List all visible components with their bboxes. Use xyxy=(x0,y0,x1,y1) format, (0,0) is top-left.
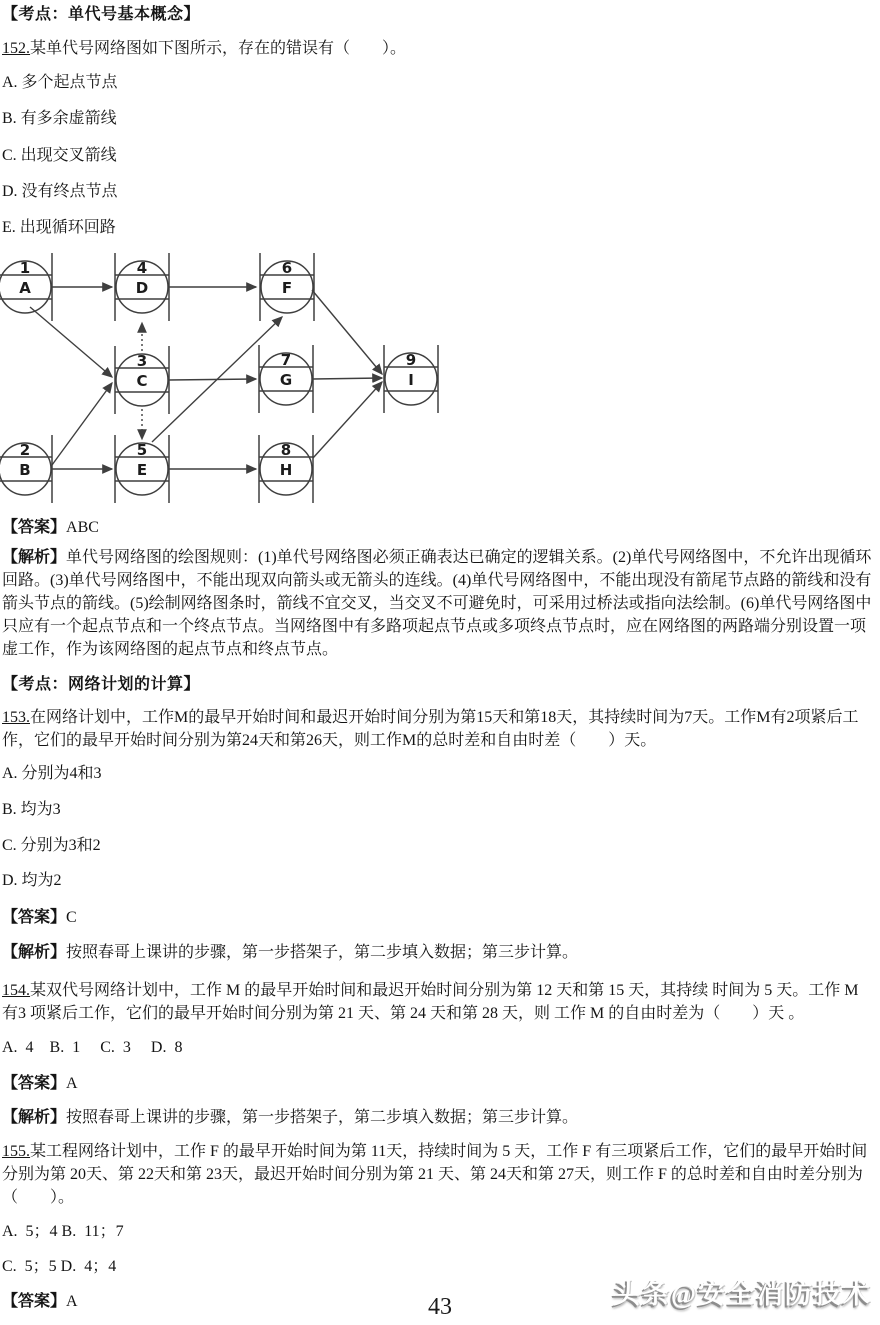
answer-label: 【答案】 xyxy=(2,1075,67,1092)
option-152-e: E. 出现循环回路 xyxy=(2,219,116,236)
diagram-node-label-E: 5 xyxy=(136,441,148,459)
watermark: 头条@安全消防技术 xyxy=(612,1279,872,1309)
option-153-d: D. 均为2 xyxy=(2,872,62,889)
answer-152-value: ABC xyxy=(66,519,99,536)
analysis-154 xyxy=(2,1106,876,1129)
option-152-b: B. 有多余虚箭线 xyxy=(2,110,117,127)
diagram-node-label-D: 4 xyxy=(136,259,148,277)
diagram-edge-F-I xyxy=(312,290,382,374)
question-152-text: 某单代号网络图如下图所示，存在的错误有（ ）。 xyxy=(30,40,407,57)
answer-label: 【答案】 xyxy=(2,1293,67,1310)
question-154-number: 154. xyxy=(2,982,30,999)
analysis-152-text: 单代号网络图的绘图规则：(1)单代号网络图必须正确表达已确定的逻辑关系。(2)单代号网络图中，不允许出现循环回路。(3)单代号网络图中，不能出现双向箭头或无箭头的连线。(4)单代号网络图中，不能出现没有箭尾节点路的箭线和没有箭头节点的箭线。(5)绘制网络图条时，箭线不宜交叉，当交叉不可避免时，可采用过桥法或指向法绘制。(6)单代号网络图中只应有一个起点节点和一个终点节点。当网络图中有多路项起点节点或多项终点节点时，应在网络图的两路端分别设置一项虚工作，作为该网络图的起点节点和终点节点。 xyxy=(2,549,872,658)
diagram-node-label-D: D xyxy=(135,279,149,297)
diagram-edge-A-C xyxy=(30,307,112,377)
question-153 xyxy=(2,706,876,752)
diagram-node-label-I: I xyxy=(408,371,414,389)
question-152 xyxy=(2,37,876,60)
analysis-label: 【解析】 xyxy=(2,1109,67,1126)
analysis-label: 【解析】 xyxy=(2,944,67,961)
options-155-row-ab: A. 5；4 B. 11；7 xyxy=(2,1223,124,1240)
options-155-row-cd: C. 5；5 D. 4；4 xyxy=(2,1258,117,1275)
diagram-node-label-H: 8 xyxy=(280,441,292,459)
diagram-edge-H-I xyxy=(313,382,382,458)
diagram-node-label-C: 3 xyxy=(136,352,148,370)
diagram-node-label-B: 2 xyxy=(19,441,31,459)
option-152-a: A. 多个起点节点 xyxy=(2,74,118,91)
diagram-node-label-F: 6 xyxy=(281,259,293,277)
diagram-node-label-A: A xyxy=(19,279,31,297)
analysis-152 xyxy=(2,546,876,661)
diagram-node-label-I: 9 xyxy=(405,351,417,369)
question-154-text: 某双代号网络计划中，工作 M 的最早开始时间和最迟开始时间分别为第 12 天和第 15 天，其持续 时间为 5 天。工作 M 有3 项紧后工作，它们的最早开始时间分别为第 21 天、第 24 天和第 28 天，则 工作 M 的自由时差为（ ）天 。 xyxy=(2,982,863,1022)
answer-153 xyxy=(2,906,876,929)
option-153-a: A. 分别为4和3 xyxy=(2,765,102,782)
diagram-node-label-B: B xyxy=(19,461,31,479)
option-152-c: C. 出现交叉箭线 xyxy=(2,147,117,164)
diagram-node-label-G: G xyxy=(279,371,293,389)
diagram-node-label-A: 1 xyxy=(19,259,31,277)
answer-155-value: A xyxy=(66,1293,78,1310)
question-154 xyxy=(2,979,876,1025)
diagram-edge-C-G xyxy=(169,379,256,380)
analysis-153 xyxy=(2,941,876,964)
question-153-number: 153. xyxy=(2,709,30,726)
answer-152 xyxy=(2,516,876,539)
question-155-number: 155. xyxy=(2,1143,30,1160)
answer-153-value: C xyxy=(66,909,77,926)
diagram-edge-G-I xyxy=(313,378,382,379)
answer-154 xyxy=(2,1072,876,1095)
diagram-node-label-E: E xyxy=(136,461,148,479)
option-153-c: C. 分别为3和2 xyxy=(2,837,101,854)
option-153-b: B. 均为3 xyxy=(2,801,61,818)
question-155-text: 某工程网络计划中，工作 F 的最早开始时间为第 11天，持续时间为 5 天，工作 F 有三项紧后工作，它们的最早开始时间分别为第 20天、第 22天和第 23天，最迟开始时间分别为第 21 天、第 24天和第 27天，则工作 F 的总时差和自由时差分别为（ ）。 xyxy=(2,1143,868,1206)
answer-label: 【答案】 xyxy=(2,519,67,536)
topic-heading-1: 【考点：单代号基本概念】 xyxy=(2,6,201,23)
question-153-text: 在网络计划中，工作M的最早开始时间和最迟开始时间分别为第15天和第18天，其持续时间为7天。工作M有2项紧后工作，它们的最早开始时间分别为第24天和第26天，则工作M的总时差和自由时差（ ）天。 xyxy=(2,709,859,749)
answer-label: 【答案】 xyxy=(2,909,67,926)
topic-heading-2: 【考点：网络计划的计算】 xyxy=(2,676,201,693)
options-154-row: A. 4 B. 1 C. 3 D. 8 xyxy=(2,1039,183,1056)
diagram-edge-B-C xyxy=(52,383,112,465)
analysis-label: 【解析】 xyxy=(2,549,67,566)
question-155 xyxy=(2,1140,876,1209)
answer-154-value: A xyxy=(66,1075,78,1092)
network-diagram xyxy=(0,243,452,511)
page-number: 43 xyxy=(428,1294,452,1320)
diagram-node-label-F: F xyxy=(281,279,293,297)
diagram-node-label-H: H xyxy=(279,461,293,479)
question-152-number: 152. xyxy=(2,40,30,57)
analysis-153-text: 按照春哥上课讲的步骤，第一步搭架子，第二步填入数据；第三步计算。 xyxy=(66,944,579,961)
option-152-d: D. 没有终点节点 xyxy=(2,183,118,200)
diagram-node-label-C: C xyxy=(136,372,148,390)
diagram-node-label-G: 7 xyxy=(280,351,292,369)
analysis-154-text: 按照春哥上课讲的步骤，第一步搭架子，第二步填入数据；第三步计算。 xyxy=(66,1109,579,1126)
